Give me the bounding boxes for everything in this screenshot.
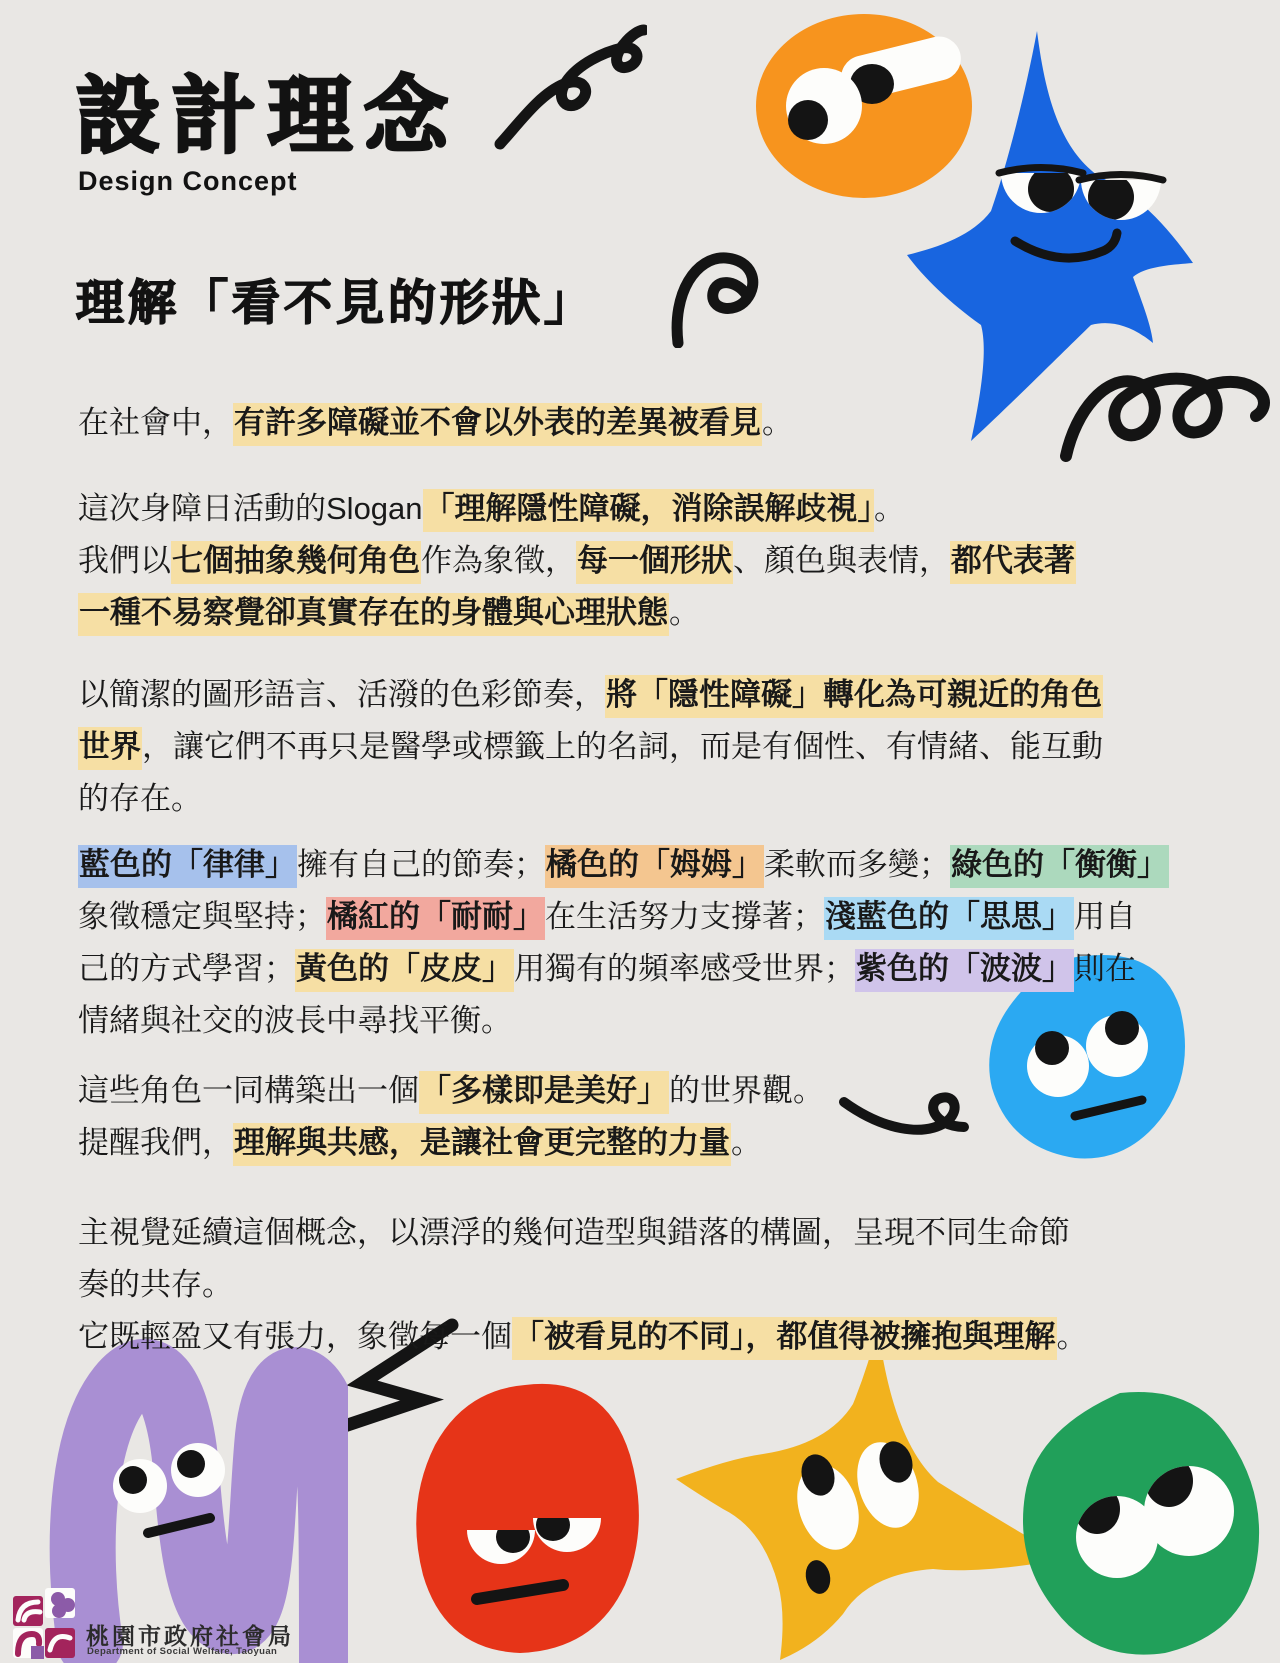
text-segment: 的存在。 bbox=[78, 781, 202, 816]
text-segment: 。 bbox=[669, 595, 700, 630]
curl-doodle bbox=[668, 248, 763, 348]
text-segment: 黃色的「皮皮」 bbox=[295, 949, 514, 992]
paragraph-3 bbox=[78, 669, 1208, 825]
text-segment: 奏的共存。 bbox=[78, 1267, 233, 1302]
text-segment: 有許多障礙並不會以外表的差異被看見 bbox=[233, 403, 762, 446]
org-name-en: Department of Social Welfare, Taoyuan bbox=[87, 1646, 278, 1657]
text-segment: 。 bbox=[731, 1125, 762, 1160]
paragraph-2 bbox=[78, 483, 1208, 639]
text-segment: 柔軟而多變； bbox=[764, 847, 950, 882]
text-segment: 提醒我們， bbox=[78, 1125, 233, 1160]
text-segment: 「被看見的不同」，都值得被擁抱與理解 bbox=[512, 1317, 1057, 1360]
red-blob-character bbox=[405, 1375, 655, 1663]
green-blob-character bbox=[1005, 1385, 1280, 1663]
text-segment: ，讓它們不再只是醫學或標籤上的名詞，而是有個性、有情緒、能互動 bbox=[142, 729, 1103, 764]
text-segment: 、顏色與表情， bbox=[733, 543, 950, 578]
text-segment: 這次身障日活動的Slogan bbox=[78, 491, 423, 526]
text-segment: 象徵穩定與堅持； bbox=[78, 899, 326, 934]
spiral-doodle bbox=[492, 22, 647, 157]
section-heading: 理解「看不見的形狀」 bbox=[76, 277, 597, 330]
text-segment: 用自 bbox=[1074, 899, 1136, 934]
dosw-logo-icon bbox=[12, 1586, 78, 1662]
page-subtitle: Design Concept bbox=[78, 166, 298, 196]
text-segment: 在社會中， bbox=[78, 405, 233, 440]
paragraph-5 bbox=[78, 1065, 1208, 1169]
page-title: 設計理念 bbox=[76, 69, 461, 163]
text-segment: 。 bbox=[874, 491, 906, 526]
text-segment: 我們以 bbox=[78, 543, 171, 578]
text-segment: 。 bbox=[762, 405, 793, 440]
text-segment: 主視覺延續這個概念，以漂浮的幾何造型與錯落的構圖，呈現不同生命節 bbox=[78, 1215, 1070, 1250]
text-segment: 以簡潔的圖形語言、活潑的色彩節奏， bbox=[78, 677, 605, 712]
paragraph-4 bbox=[78, 839, 1208, 1047]
text-segment: 「多樣即是美好」 bbox=[419, 1071, 669, 1114]
text-segment: 擁有自己的節奏； bbox=[297, 847, 545, 882]
text-segment: 每一個形狀 bbox=[576, 541, 733, 584]
text-segment: 則在 bbox=[1074, 951, 1136, 986]
text-segment: 都代表著 bbox=[950, 541, 1076, 584]
text-segment: 橘色的「姆姆」 bbox=[545, 845, 764, 888]
text-segment: 綠色的「衡衡」 bbox=[950, 845, 1169, 888]
text-segment: 在生活努力支撐著； bbox=[545, 899, 824, 934]
paragraph-6 bbox=[78, 1207, 1208, 1363]
text-segment: 藍色的「律律」 bbox=[78, 845, 297, 888]
blue-star-character bbox=[895, 25, 1205, 445]
text-segment: 這些角色一同構築出一個 bbox=[78, 1073, 419, 1108]
paragraph-1 bbox=[78, 397, 1208, 449]
text-segment: 作為象徵， bbox=[421, 543, 576, 578]
text-segment: 世界 bbox=[78, 727, 142, 770]
text-segment: 己的方式學習； bbox=[78, 951, 295, 986]
purple-squiggle-character bbox=[48, 1318, 348, 1663]
text-segment: 它既輕盈又有張力，象徵每一個 bbox=[78, 1319, 512, 1354]
text-segment: 淺藍色的「思思」 bbox=[824, 897, 1074, 940]
text-segment: 橘紅的「耐耐」 bbox=[326, 897, 545, 940]
text-segment: 將「隱性障礙」轉化為可親近的角色 bbox=[605, 675, 1103, 718]
text-segment: 七個抽象幾何角色 bbox=[171, 541, 421, 584]
text-segment: 用獨有的頻率感受世界； bbox=[514, 951, 855, 986]
text-segment: 情緒與社交的波長中尋找平衡。 bbox=[78, 1003, 512, 1038]
text-segment: 的世界觀。 bbox=[669, 1073, 824, 1108]
org-name-zh: 桃園市政府社會局 bbox=[86, 1623, 294, 1649]
text-segment: 理解與共感，是讓社會更完整的力量 bbox=[233, 1123, 731, 1166]
text-segment: 。 bbox=[1056, 1319, 1088, 1354]
text-segment: 「理解隱性障礙，消除誤解歧視」 bbox=[423, 489, 875, 532]
text-segment: 紫色的「波波」 bbox=[855, 949, 1074, 992]
text-segment: 一種不易察覺卻真實存在的身體與心理狀態 bbox=[78, 593, 669, 636]
